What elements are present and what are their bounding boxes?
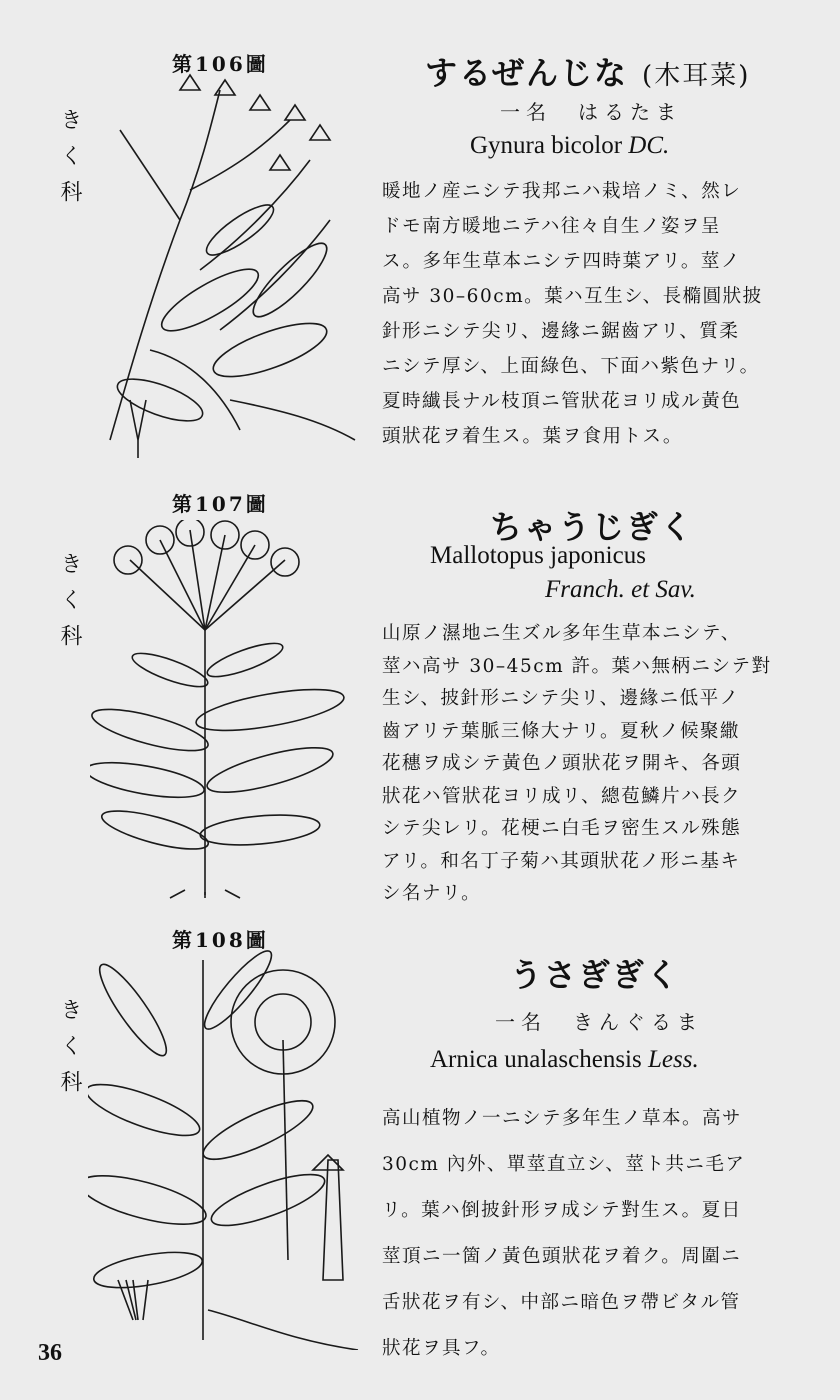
scientific-author-line	[545, 576, 696, 604]
description-line: 莖ハ高サ 30–45cm 許。葉ハ無柄ニシテ對	[382, 655, 772, 677]
description	[382, 1096, 745, 1372]
description-line: 高山植物ノ一ニシテ多年生ノ草本。高サ	[382, 1108, 743, 1129]
description-line: 莖頂ニ一箇ノ黃色頭狀花ヲ着ク。周圍ニ	[382, 1246, 742, 1267]
plant-illustration-gynura	[90, 70, 360, 460]
plant-illustration-mallotopus	[90, 520, 360, 900]
description-line: シ名ナリ。	[382, 883, 482, 904]
scientific-name	[430, 542, 646, 570]
title-kanji: (木耳菜)	[642, 61, 751, 91]
figure-number: 第106圖	[172, 52, 269, 76]
description-line: ドモ南方暖地ニテハ往々自生ノ姿ヲ呈	[382, 216, 721, 237]
plant-illustration-arnica	[88, 950, 368, 1350]
description-line: リ。葉ハ倒披針形ヲ成シテ對生ス。夏日	[382, 1200, 742, 1221]
description-line: 狀花ヲ具フ。	[382, 1338, 501, 1359]
species-title	[425, 48, 750, 94]
family-label: きく科	[57, 552, 82, 660]
entry-107	[0, 480, 840, 920]
description-line: 頭狀花ヲ着生ス。葉ヲ食用トス。	[382, 426, 683, 447]
description-line: ニシテ厚シ、上面綠色、下面ハ紫色ナリ。	[382, 356, 760, 377]
figure-number: 第108圖	[172, 928, 269, 952]
scientific-name	[470, 132, 669, 160]
description-line: 夏時纎長ナル枝頂ニ管狀花ヨリ成ル黃色	[382, 391, 742, 412]
description	[382, 174, 763, 454]
sci-name-author: DC.	[628, 132, 670, 159]
description-line: シテ尖レリ。花梗ニ白毛ヲ密生スル殊態	[382, 818, 742, 839]
description	[382, 618, 772, 911]
alias-name: 一名 きんぐるま	[495, 1010, 703, 1034]
description-line: 高サ 30–60cm。葉ハ互生シ、長橢圓狀披	[382, 286, 763, 307]
sci-name-author: Franch. et Sav.	[545, 576, 696, 603]
scientific-name	[430, 1046, 699, 1074]
title-kana: うさぎぎく	[510, 956, 681, 994]
figure-number: 第107圖	[172, 492, 269, 516]
page-number: 36	[38, 1340, 62, 1366]
family-label: きく科	[57, 108, 82, 216]
description-line: アリ。和名丁子菊ハ其頭狀花ノ形ニ基キ	[382, 850, 741, 872]
description-line: 齒アリテ葉脈三條大ナリ。夏秋ノ候聚繖	[382, 720, 740, 742]
entry-108	[0, 920, 840, 1400]
sci-name-genus-species: Gynura bicolor	[470, 132, 623, 159]
family-label: きく科	[57, 998, 82, 1106]
sci-name-genus-species: Mallotopus japonicus	[430, 542, 646, 569]
description-line: 30cm 內外、單莖直立シ、莖ト共ニ毛ア	[382, 1154, 746, 1175]
description-line: ス。多年生草本ニシテ四時葉アリ。莖ノ	[382, 251, 741, 272]
description-line: 生シ、披針形ニシテ尖リ、邊緣ニ低平ノ	[382, 688, 740, 709]
species-title	[510, 950, 680, 996]
alias-name: 一名 はるたま	[500, 100, 682, 124]
description-line: 暖地ノ産ニシテ我邦ニハ栽培ノミ、然レ	[382, 181, 742, 202]
entry-106	[0, 0, 840, 480]
title-kana: ちゃうじぎく	[490, 508, 695, 546]
description-line: 山原ノ濕地ニ生ズル多年生草本ニシテ、	[382, 623, 741, 644]
description-line: 花穗ヲ成シテ黃色ノ頭狀花ヲ開キ、各頭	[382, 753, 742, 774]
description-line: 狀花ハ管狀花ヨリ成リ、總苞鱗片ハ長ク	[382, 785, 742, 807]
description-line: 舌狀花ヲ有シ、中部ニ暗色ヲ帶ビタル管	[382, 1292, 741, 1313]
title-kana: するぜんじな	[425, 54, 629, 92]
sci-name-author: Less.	[647, 1046, 699, 1073]
description-line: 針形ニシテ尖リ、邊緣ニ鋸齒アリ、質柔	[382, 321, 740, 342]
sci-name-genus-species: Arnica unalaschensis	[430, 1046, 642, 1073]
